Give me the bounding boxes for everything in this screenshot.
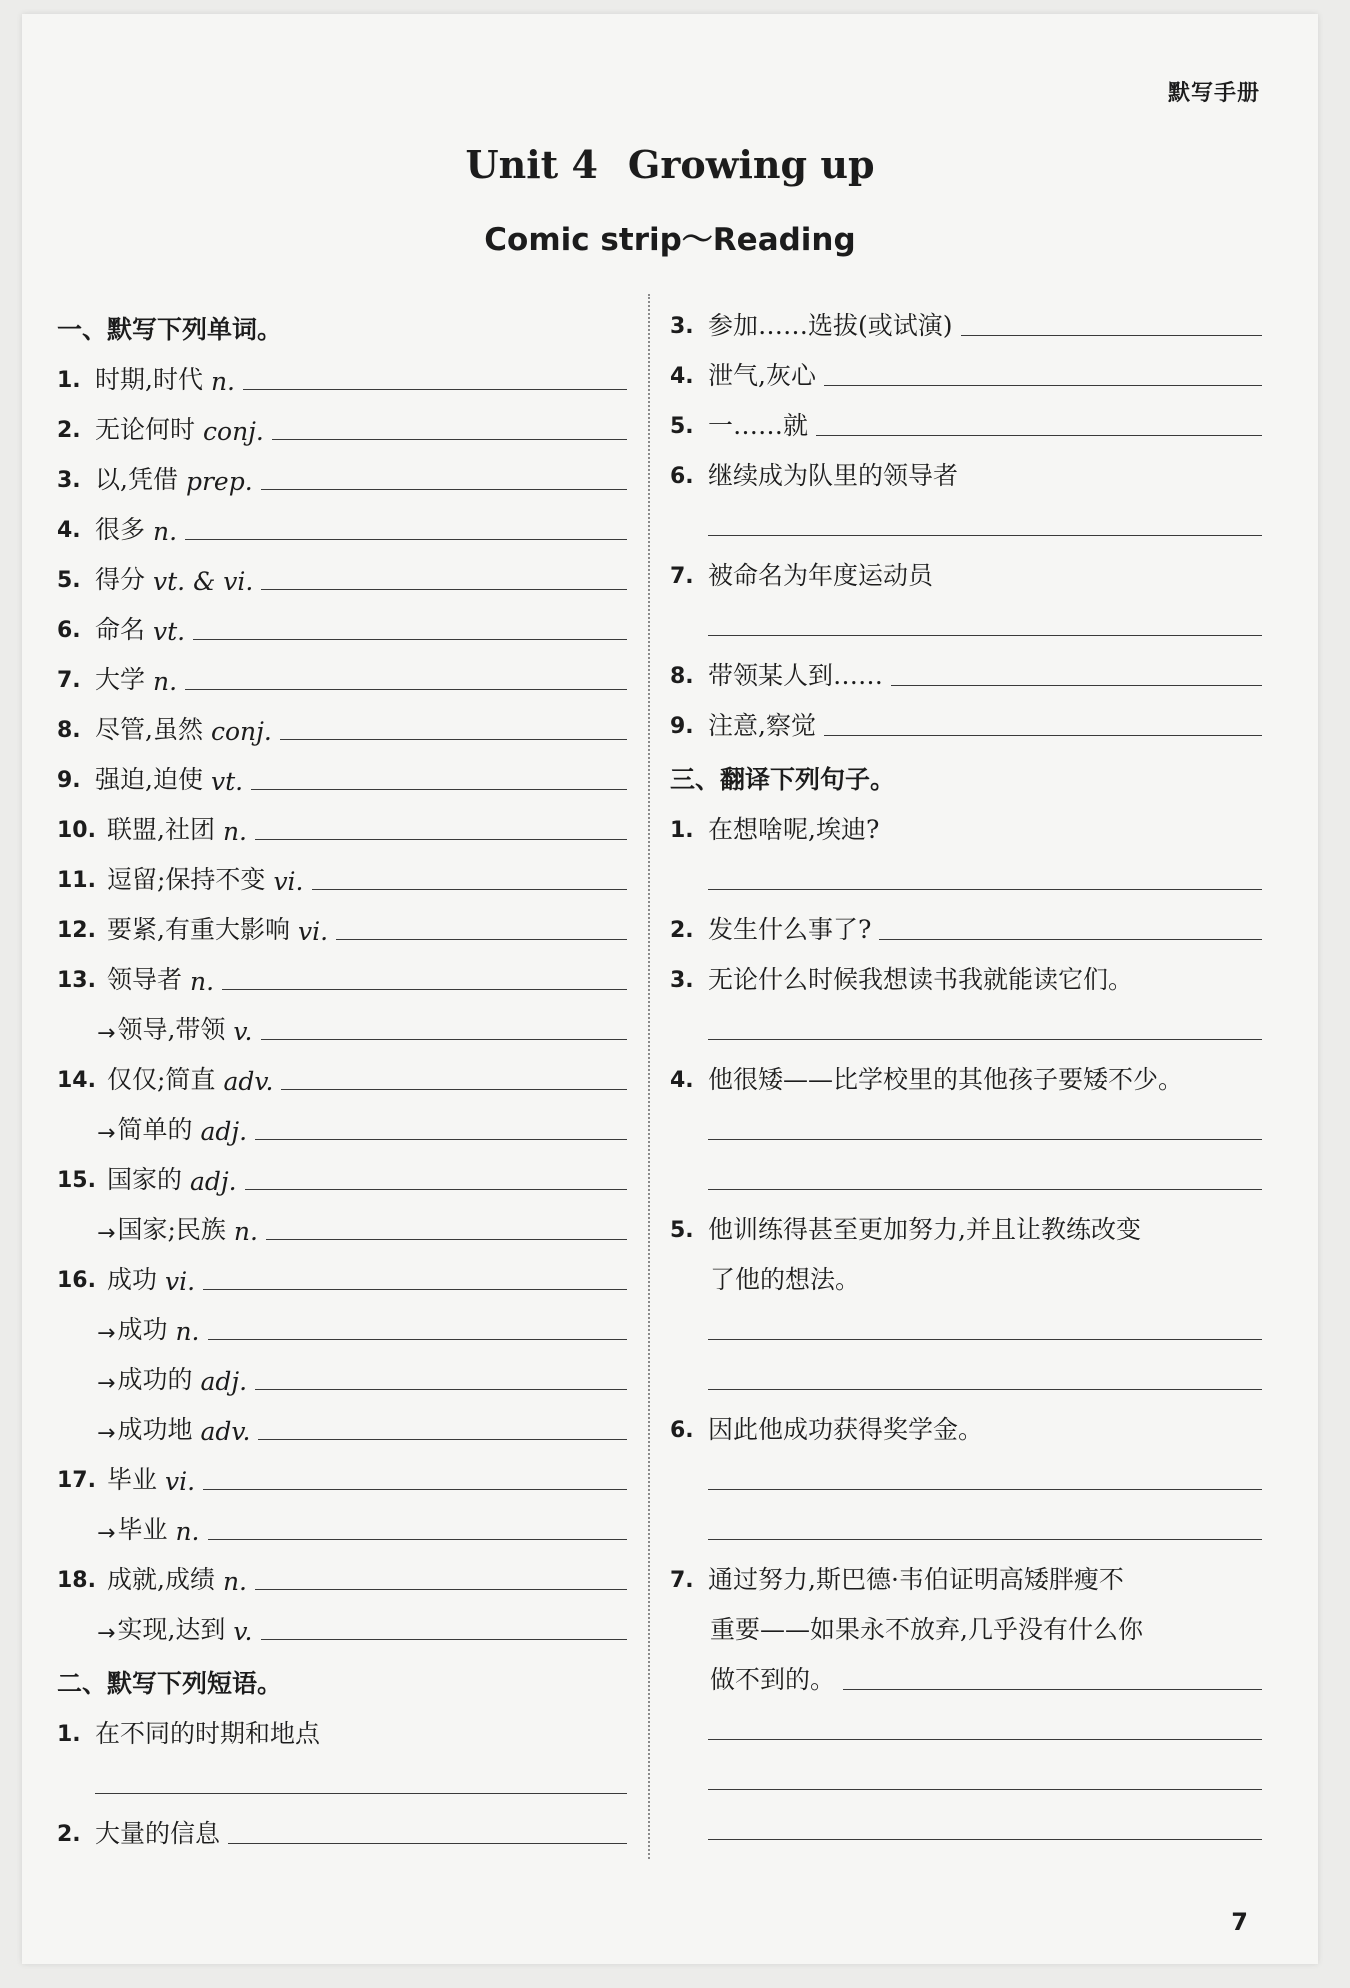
answer-line[interactable]: [708, 889, 1262, 890]
part-of-speech: conj.: [203, 417, 264, 446]
arrow-icon: →: [97, 1121, 116, 1146]
item-text: 命名: [95, 615, 146, 644]
word-item: [57, 646, 627, 696]
item-text: 继续成为队里的领导者: [708, 461, 959, 490]
answer-row: [670, 996, 1262, 1046]
item-number: 14.: [57, 1068, 96, 1093]
answer-line[interactable]: [261, 488, 627, 490]
part-of-speech: n.: [153, 667, 178, 696]
answer-line[interactable]: [879, 938, 1262, 940]
answer-row: [670, 1496, 1262, 1546]
answer-row: [670, 1296, 1262, 1346]
unit-title: [22, 142, 1318, 187]
word-item: [57, 446, 627, 496]
answer-row: [57, 1750, 627, 1800]
answer-row: [670, 1746, 1262, 1796]
answer-line[interactable]: [708, 1539, 1262, 1540]
answer-line[interactable]: [891, 684, 1262, 686]
part-of-speech: n.: [175, 1317, 200, 1346]
item-text: 被命名为年度运动员: [708, 561, 934, 590]
answer-line[interactable]: [708, 535, 1262, 536]
item-number: 6.: [670, 464, 694, 489]
answer-row: [670, 1346, 1262, 1396]
answer-line[interactable]: [243, 388, 627, 390]
part-of-speech: adv.: [200, 1417, 251, 1446]
answer-line[interactable]: [255, 1388, 627, 1390]
item-number: 2.: [670, 918, 694, 943]
item-number: 1.: [57, 1722, 81, 1747]
word-item: [57, 746, 627, 796]
arrow-icon: →: [97, 1521, 116, 1546]
answer-line[interactable]: [258, 1438, 627, 1440]
item-number: 3.: [670, 314, 694, 339]
word-item: [57, 1246, 627, 1296]
section3-heading: 三、翻译下列句子。: [670, 765, 896, 794]
word-item: [57, 1146, 627, 1196]
item-number: 16.: [57, 1268, 96, 1293]
item-text: 了他的想法。: [710, 1265, 861, 1294]
item-number: 5.: [670, 414, 694, 439]
item-text: 大量的信息: [95, 1819, 221, 1848]
item-number: 18.: [57, 1568, 96, 1593]
sentence-item: [670, 796, 1262, 846]
item-number: 6.: [670, 1418, 694, 1443]
item-text: 成就,成绩: [107, 1565, 215, 1594]
item-text: 泄气,灰心: [708, 361, 816, 390]
phrase-item: [670, 342, 1262, 392]
sentence-continuation: [670, 1596, 1262, 1646]
word-item: [57, 696, 627, 746]
item-number: 4.: [57, 518, 81, 543]
answer-line[interactable]: [208, 1538, 627, 1540]
arrow-icon: →: [97, 1021, 116, 1046]
item-number: 9.: [57, 768, 81, 793]
item-text: 他很矮——比学校里的其他孩子要矮不少。: [708, 1065, 1184, 1094]
part-of-speech: v.: [233, 1017, 253, 1046]
sentence-item: [670, 946, 1262, 996]
item-text: 无论何时: [95, 415, 196, 444]
item-text: 仅仅;简直: [107, 1065, 216, 1094]
page-number: 7: [1231, 1908, 1248, 1936]
item-text: 无论什么时候我想读书我就能读它们。: [708, 965, 1134, 994]
item-number: 7.: [670, 564, 694, 589]
arrow-icon: →: [97, 1221, 116, 1246]
phrase-item: [670, 442, 1262, 492]
item-number: 5.: [57, 568, 81, 593]
answer-line[interactable]: [708, 1389, 1262, 1390]
answer-row: [670, 1096, 1262, 1146]
item-text: 领导,带领: [117, 1015, 226, 1044]
item-text: 重要——如果永不放弃,几乎没有什么你: [710, 1615, 1143, 1644]
arrow-icon: →: [97, 1621, 116, 1646]
word-item: [57, 946, 627, 996]
sentence-continuation: [670, 1646, 1262, 1696]
part-of-speech: v.: [233, 1617, 253, 1646]
word-item: [57, 1046, 627, 1096]
answer-line[interactable]: [708, 1189, 1262, 1190]
item-text: 领导者: [107, 965, 183, 994]
answer-line[interactable]: [203, 1488, 627, 1490]
item-number: 11.: [57, 868, 96, 893]
sentence-item: [670, 1196, 1262, 1246]
item-text: 毕业: [117, 1515, 168, 1544]
answer-line[interactable]: [336, 938, 627, 940]
item-text: 实现,达到: [117, 1615, 226, 1644]
phrase-item: [670, 542, 1262, 592]
word-item: [57, 846, 627, 896]
phrase-item: [670, 692, 1262, 742]
item-number: 13.: [57, 968, 96, 993]
word-item: [57, 546, 627, 596]
item-number: 4.: [670, 364, 694, 389]
answer-line[interactable]: [185, 538, 627, 540]
item-text: 时期,时代: [95, 365, 203, 394]
answer-line[interactable]: [255, 1138, 627, 1140]
sentence-item: [670, 1396, 1262, 1446]
answer-row: [670, 1796, 1262, 1846]
answer-line[interactable]: [708, 1339, 1262, 1340]
part-of-speech: adj.: [200, 1117, 248, 1146]
part-of-speech: n.: [210, 367, 236, 396]
phrase-item: [670, 642, 1262, 692]
answer-line[interactable]: [222, 988, 627, 990]
arrow-icon: →: [97, 1321, 116, 1346]
item-text: 在想啥呢,埃迪?: [708, 815, 880, 844]
item-number: 12.: [57, 918, 96, 943]
derived-word-item: [57, 1196, 627, 1246]
part-of-speech: n.: [233, 1217, 258, 1246]
item-text: 联盟,社团: [107, 815, 215, 844]
item-text: 强迫,迫使: [95, 765, 203, 794]
part-of-speech: vi.: [165, 1467, 196, 1496]
part-of-speech: n.: [190, 967, 215, 996]
item-number: 3.: [670, 968, 694, 993]
left-column: [57, 292, 627, 1850]
worksheet-page: [22, 14, 1318, 1964]
part-of-speech: prep.: [185, 467, 253, 496]
item-number: 7.: [670, 1568, 694, 1593]
part-of-speech: adj.: [190, 1167, 237, 1196]
part-of-speech: adv.: [223, 1067, 274, 1096]
item-number: 2.: [57, 1822, 81, 1847]
answer-row: [670, 1146, 1262, 1196]
answer-row: [670, 846, 1262, 896]
item-text: 国家;民族: [117, 1215, 226, 1244]
phrase-item: [57, 1700, 627, 1750]
answer-line[interactable]: [824, 384, 1262, 386]
item-text: 带领某人到……: [708, 661, 884, 690]
answer-line[interactable]: [185, 688, 627, 690]
answer-line[interactable]: [203, 1288, 627, 1290]
phrase-item: [670, 292, 1262, 342]
answer-line[interactable]: [708, 1839, 1262, 1840]
derived-word-item: [57, 1396, 627, 1446]
answer-line[interactable]: [708, 1789, 1262, 1790]
item-number: 4.: [670, 1068, 694, 1093]
answer-row: [670, 1696, 1262, 1746]
answer-line[interactable]: [261, 588, 627, 590]
item-text: 毕业: [107, 1465, 158, 1494]
item-number: 5.: [670, 1218, 694, 1243]
answer-line[interactable]: [824, 734, 1262, 736]
item-text: 成功: [117, 1315, 168, 1344]
item-number: 15.: [57, 1168, 96, 1193]
part-of-speech: vt.: [210, 767, 244, 796]
part-of-speech: adj.: [200, 1367, 248, 1396]
answer-line[interactable]: [708, 635, 1262, 636]
answer-line[interactable]: [208, 1338, 627, 1340]
answer-line[interactable]: [228, 1842, 627, 1844]
phrase-item: [57, 1800, 627, 1850]
derived-word-item: [57, 1596, 627, 1646]
item-text: 成功地: [117, 1415, 193, 1444]
derived-word-item: [57, 996, 627, 1046]
answer-line[interactable]: [961, 334, 1262, 336]
answer-line[interactable]: [280, 738, 627, 740]
item-number: 9.: [670, 714, 694, 739]
item-text: 成功的: [117, 1365, 193, 1394]
item-text: 注意,察觉: [708, 711, 816, 740]
derived-word-item: [57, 1496, 627, 1546]
part-of-speech: conj.: [210, 717, 272, 746]
item-number: 1.: [670, 818, 694, 843]
answer-line[interactable]: [708, 1139, 1262, 1140]
derived-word-item: [57, 1096, 627, 1146]
sentence-continuation: [670, 1246, 1262, 1296]
item-number: 10.: [57, 818, 96, 843]
word-item: [57, 796, 627, 846]
part-of-speech: vi.: [273, 867, 304, 896]
item-text: 因此他成功获得奖学金。: [708, 1415, 984, 1444]
header-tag: 默写手册: [1167, 81, 1260, 106]
phrase-item: [670, 392, 1262, 442]
word-item: [57, 396, 627, 446]
item-text: 以,凭借: [95, 465, 178, 494]
answer-line[interactable]: [193, 638, 627, 640]
item-text: 逗留;保持不变: [107, 865, 266, 894]
item-number: 7.: [57, 668, 81, 693]
answer-line[interactable]: [708, 1739, 1262, 1740]
derived-word-item: [57, 1296, 627, 1346]
derived-word-item: [57, 1346, 627, 1396]
item-number: 6.: [57, 618, 81, 643]
item-text: 尽管,虽然: [95, 715, 203, 744]
answer-line[interactable]: [245, 1188, 627, 1190]
item-text: 要紧,有重大影响: [107, 915, 290, 944]
answer-line[interactable]: [843, 1688, 1262, 1690]
answer-row: [670, 492, 1262, 542]
answer-line[interactable]: [261, 1638, 628, 1640]
part-of-speech: n.: [175, 1517, 200, 1546]
part-of-speech: vi.: [165, 1267, 196, 1296]
answer-row: [670, 592, 1262, 642]
item-text: 他训练得甚至更加努力,并且让教练改变: [708, 1215, 1141, 1244]
item-number: 1.: [57, 368, 81, 393]
item-text: 发生什么事了?: [708, 915, 872, 944]
item-text: 一……就: [708, 411, 809, 440]
section2-heading: 二、默写下列短语。: [57, 1669, 283, 1698]
sentence-item: [670, 1046, 1262, 1096]
word-item: [57, 1546, 627, 1596]
item-number: 8.: [57, 718, 81, 743]
part-of-speech: vt.: [153, 617, 186, 646]
item-number: 17.: [57, 1468, 96, 1493]
item-text: 做不到的。: [710, 1665, 836, 1694]
part-of-speech: vi.: [297, 917, 329, 946]
part-of-speech: vt. & vi.: [153, 567, 254, 596]
word-item: [57, 346, 627, 396]
item-text: 在不同的时期和地点: [95, 1719, 321, 1748]
item-text: 成功: [107, 1265, 158, 1294]
answer-line[interactable]: [261, 1038, 628, 1040]
item-text: 大学: [95, 665, 146, 694]
item-text: 国家的: [107, 1165, 183, 1194]
unit-label: Unit 4: [465, 142, 598, 187]
answer-line[interactable]: [816, 434, 1262, 436]
answer-line[interactable]: [266, 1238, 627, 1240]
part-of-speech: n.: [153, 517, 178, 546]
word-item: [57, 896, 627, 946]
item-text: 通过努力,斯巴德·韦伯证明高矮胖瘦不: [708, 1565, 1124, 1594]
answer-line[interactable]: [281, 1088, 627, 1090]
answer-line[interactable]: [272, 438, 627, 440]
answer-line[interactable]: [255, 838, 627, 840]
word-item: [57, 596, 627, 646]
item-number: 2.: [57, 418, 81, 443]
item-text: 得分: [95, 565, 146, 594]
lesson-subtitle: Comic strip～Reading: [484, 222, 856, 258]
item-number: 8.: [670, 664, 694, 689]
item-text: 很多: [95, 515, 146, 544]
answer-line[interactable]: [708, 1039, 1262, 1040]
sentence-item: [670, 896, 1262, 946]
answer-line[interactable]: [708, 1489, 1262, 1490]
word-item: [57, 496, 627, 546]
arrow-icon: →: [97, 1421, 116, 1446]
column-divider: [648, 294, 650, 1859]
item-number: 3.: [57, 468, 81, 493]
answer-line[interactable]: [255, 1588, 627, 1590]
right-column: [670, 292, 1262, 1846]
word-item: [57, 1446, 627, 1496]
part-of-speech: n.: [222, 817, 248, 846]
answer-line[interactable]: [251, 788, 627, 790]
answer-line[interactable]: [312, 888, 627, 890]
arrow-icon: →: [97, 1371, 116, 1396]
section1-heading: 一、默写下列单词。: [57, 315, 283, 344]
item-text: 简单的: [117, 1115, 193, 1144]
answer-line[interactable]: [95, 1793, 627, 1794]
part-of-speech: n.: [222, 1567, 248, 1596]
item-text: 参加……选拔(或试演): [708, 311, 953, 340]
unit-name: Growing up: [627, 142, 875, 187]
answer-row: [670, 1446, 1262, 1496]
sentence-item: [670, 1546, 1262, 1596]
